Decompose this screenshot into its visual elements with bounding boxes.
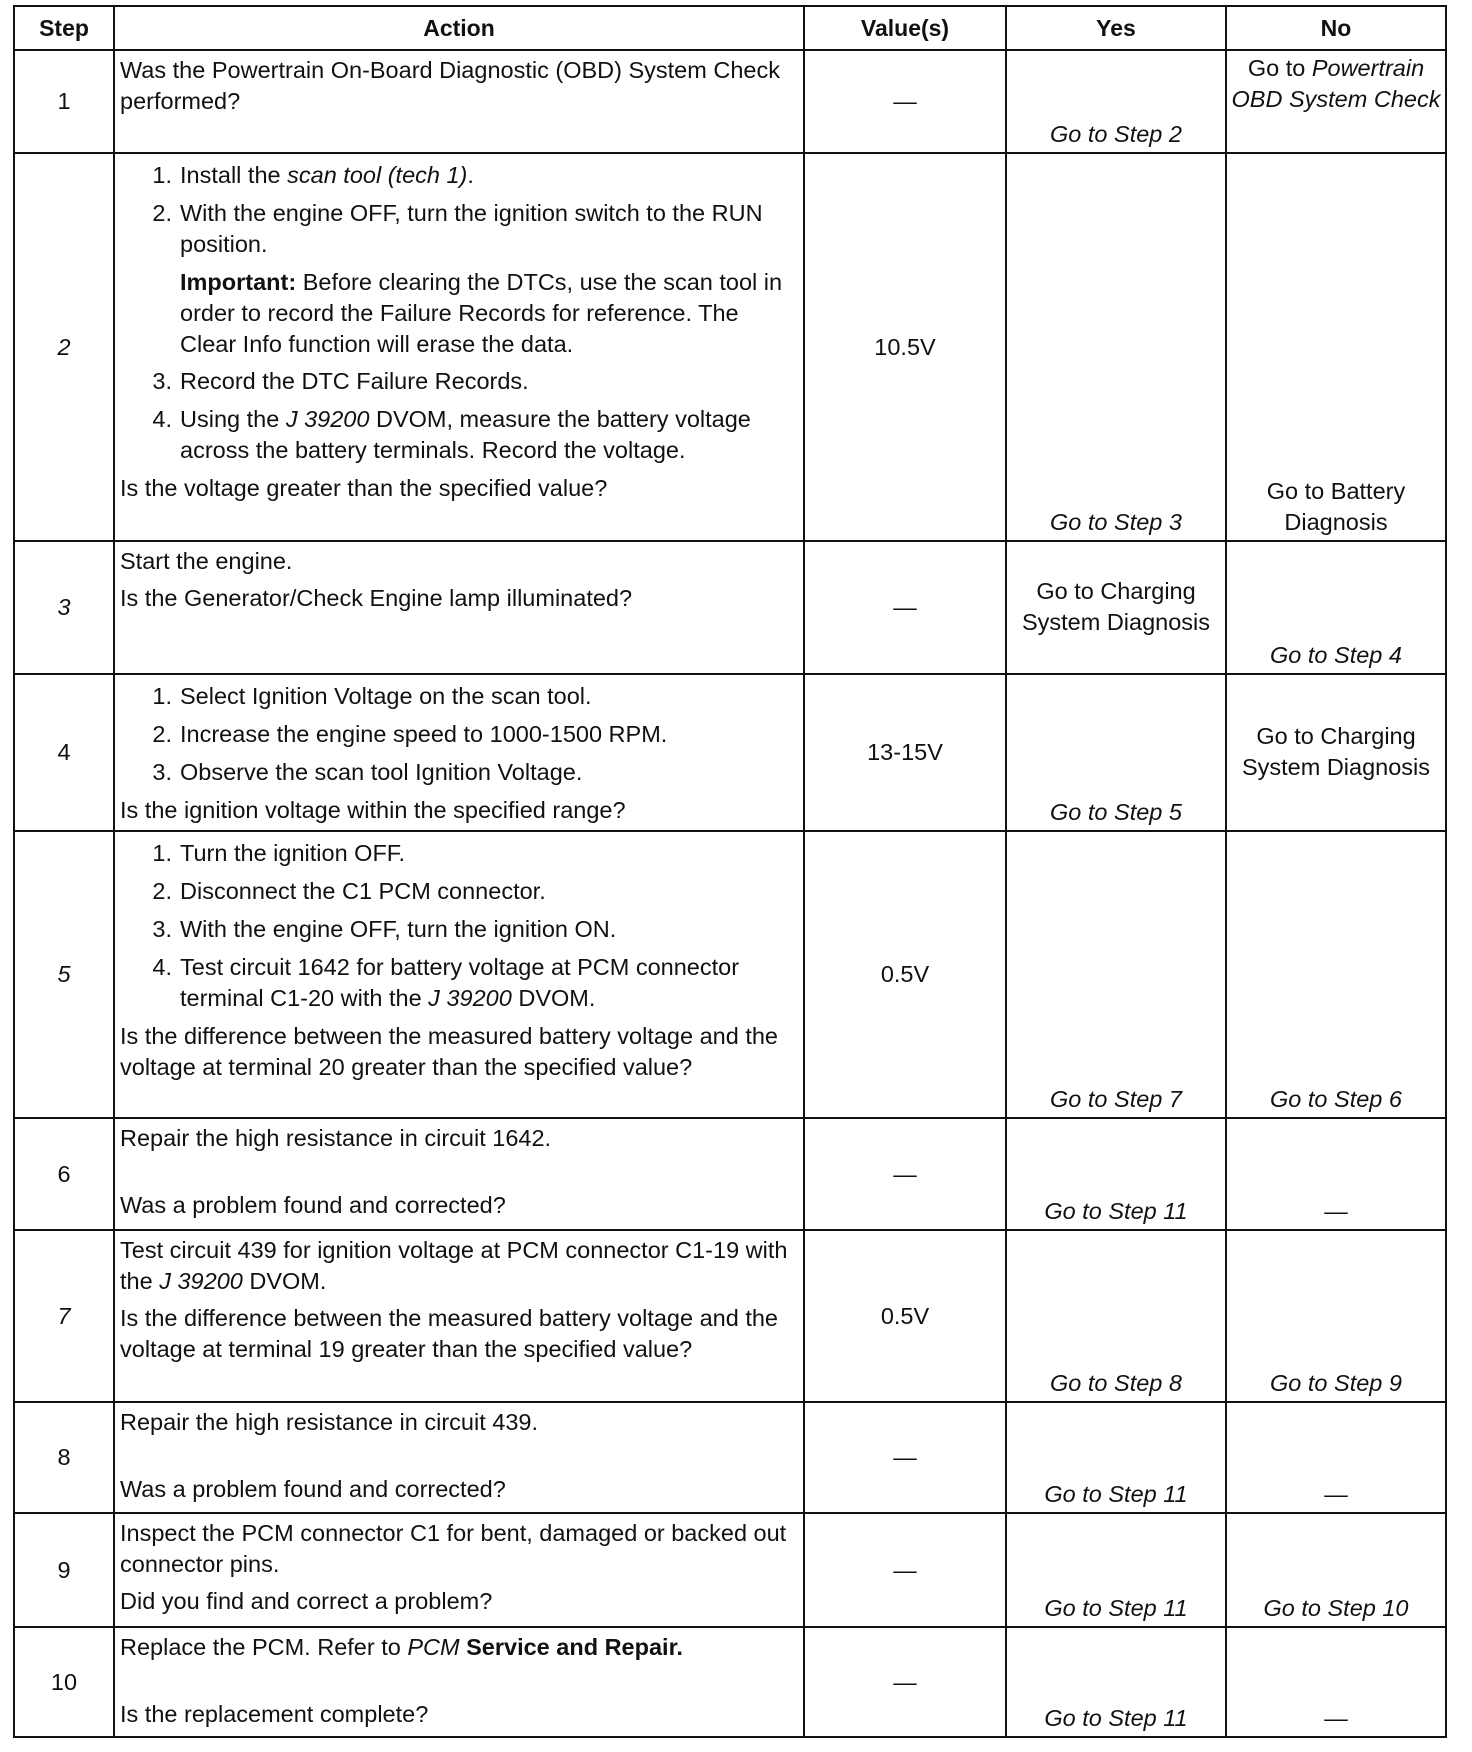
list-item: 2. Disconnect the C1 PCM connector. (152, 878, 546, 904)
no-cell: — (1226, 1118, 1446, 1230)
list-item: 1. Install the scan tool (tech 1). (152, 162, 474, 188)
yes-cell: Go to Step 3 (1006, 153, 1226, 541)
table-row-step-8 (14, 1402, 1446, 1513)
action-cell (114, 1230, 804, 1402)
yes-cell: Go to Step 2 (1006, 50, 1226, 153)
yes-cell: Go to Step 7 (1006, 831, 1226, 1118)
action-cell (114, 1402, 804, 1513)
action-question: Was a problem found and corrected? (120, 1192, 506, 1218)
value-cell: — (804, 1118, 1006, 1230)
action-question: Was the Powertrain On-Board Diagnostic (OBD) System Check performed? (120, 57, 780, 114)
table-row-step-4 (14, 674, 1446, 831)
diagnostic-table (13, 5, 1447, 1738)
no-cell: — (1226, 1627, 1446, 1737)
list-item: 3. Record the DTC Failure Records. (152, 368, 529, 394)
important-text: Before clearing the DTCs, use the scan tool in order to record the Failure Records for reference. The Clear Info function will erase the data. (180, 269, 783, 357)
value-cell: 13-15V (804, 674, 1006, 831)
list-item: 3. Observe the scan tool Ignition Voltage. (152, 759, 583, 785)
action-question: Is the difference between the measured battery voltage and the voltage at terminal 19 greater than the specified value? (120, 1305, 778, 1362)
step-number: 9 (14, 1513, 114, 1627)
action-steps-list (120, 681, 799, 788)
action-cell (114, 541, 804, 674)
yes-cell: Go to Step 11 (1006, 1627, 1226, 1737)
action-text: Replace the PCM. Refer to PCM Service and Repair. (120, 1634, 683, 1660)
list-item: 2. With the engine OFF, turn the ignition switch to the RUN position. (152, 200, 763, 257)
action-text: Repair the high resistance in circuit 1642. (120, 1125, 552, 1151)
step-number: 3 (14, 541, 114, 674)
no-cell: — (1226, 1402, 1446, 1513)
action-text: Start the engine. (120, 548, 293, 574)
yes-cell: Go to Step 8 (1006, 1230, 1226, 1402)
action-steps-list (120, 366, 799, 466)
header-no: No (1226, 6, 1446, 50)
no-cell: Go to Step 10 (1226, 1513, 1446, 1627)
action-cell (114, 674, 804, 831)
action-cell (114, 50, 804, 153)
header-step: Step (14, 6, 114, 50)
list-item: 2. Increase the engine speed to 1000-1500 RPM. (152, 721, 668, 747)
list-item: 1. Select Ignition Voltage on the scan tool. (152, 683, 592, 709)
value-cell: — (804, 1627, 1006, 1737)
list-item: 3. With the engine OFF, turn the ignition ON. (152, 916, 617, 942)
action-cell (114, 153, 804, 541)
action-steps-list (120, 160, 799, 260)
table-row-step-1 (14, 50, 1446, 153)
yes-cell: Go to Step 11 (1006, 1402, 1226, 1513)
value-cell: 0.5V (804, 1230, 1006, 1402)
table-row-step-9 (14, 1513, 1446, 1627)
table-row-step-3 (14, 541, 1446, 674)
value-cell: — (804, 50, 1006, 153)
action-cell (114, 1513, 804, 1627)
step-number: 2 (14, 153, 114, 541)
action-text: Test circuit 439 for ignition voltage at PCM connector C1-19 with the J 39200 DVOM. (120, 1237, 788, 1294)
list-item: 4. Using the J 39200 DVOM, measure the battery voltage across the battery terminals. Record the voltage. (152, 406, 751, 463)
table-row-step-10 (14, 1627, 1446, 1737)
table-header-row (14, 6, 1446, 50)
action-cell (114, 831, 804, 1118)
yes-cell: Go to Charging System Diagnosis (1006, 541, 1226, 674)
value-cell: — (804, 1402, 1006, 1513)
no-cell: Go to Step 6 (1226, 831, 1446, 1118)
list-item: 1. Turn the ignition OFF. (152, 840, 406, 866)
step-number: 10 (14, 1627, 114, 1737)
no-link-text: Powertrain OBD System Check (1231, 55, 1441, 112)
diagnostic-table-sheet (13, 5, 1445, 1743)
value-cell: 0.5V (804, 831, 1006, 1118)
step-number: 6 (14, 1118, 114, 1230)
header-action: Action (114, 6, 804, 50)
no-cell: Go to Charging System Diagnosis (1226, 674, 1446, 831)
step-number: 7 (14, 1230, 114, 1402)
table-row-step-6 (14, 1118, 1446, 1230)
action-steps-list (120, 838, 799, 1014)
no-cell: Go to Step 4 (1226, 541, 1446, 674)
no-cell: Go to Battery Diagnosis (1226, 153, 1446, 541)
action-question: Is the replacement complete? (120, 1701, 429, 1727)
action-cell (114, 1118, 804, 1230)
yes-cell: Go to Step 5 (1006, 674, 1226, 831)
yes-cell: Go to Step 11 (1006, 1513, 1226, 1627)
action-text: Inspect the PCM connector C1 for bent, damaged or backed out connector pins. (120, 1520, 787, 1577)
step-number: 5 (14, 831, 114, 1118)
table-row-step-5 (14, 831, 1446, 1118)
important-label: Important: (180, 269, 297, 295)
no-cell: Go to Step 9 (1226, 1230, 1446, 1402)
step-number: 1 (14, 50, 114, 153)
yes-cell: Go to Step 11 (1006, 1118, 1226, 1230)
action-question: Is the difference between the measured battery voltage and the voltage at terminal 20 greater than the specified value? (120, 1023, 778, 1080)
action-cell (114, 1627, 804, 1737)
header-values: Value(s) (804, 6, 1006, 50)
no-cell (1226, 50, 1446, 153)
value-cell: 10.5V (804, 153, 1006, 541)
table-row-step-2 (14, 153, 1446, 541)
value-cell: — (804, 541, 1006, 674)
table-row-step-7 (14, 1230, 1446, 1402)
action-question: Is the ignition voltage within the specified range? (120, 797, 626, 823)
important-note (180, 267, 799, 360)
step-number: 8 (14, 1402, 114, 1513)
action-question: Did you find and correct a problem? (120, 1588, 493, 1614)
header-yes: Yes (1006, 6, 1226, 50)
step-number: 4 (14, 674, 114, 831)
action-text: Repair the high resistance in circuit 439. (120, 1409, 538, 1435)
action-question: Was a problem found and corrected? (120, 1476, 506, 1502)
action-question: Is the Generator/Check Engine lamp illuminated? (120, 585, 633, 611)
list-item: 4. Test circuit 1642 for battery voltage at PCM connector terminal C1-20 with the J 39200 DVOM. (152, 954, 740, 1011)
value-cell: — (804, 1513, 1006, 1627)
action-question: Is the voltage greater than the specified value? (120, 475, 608, 501)
no-text: Go to (1247, 55, 1312, 81)
